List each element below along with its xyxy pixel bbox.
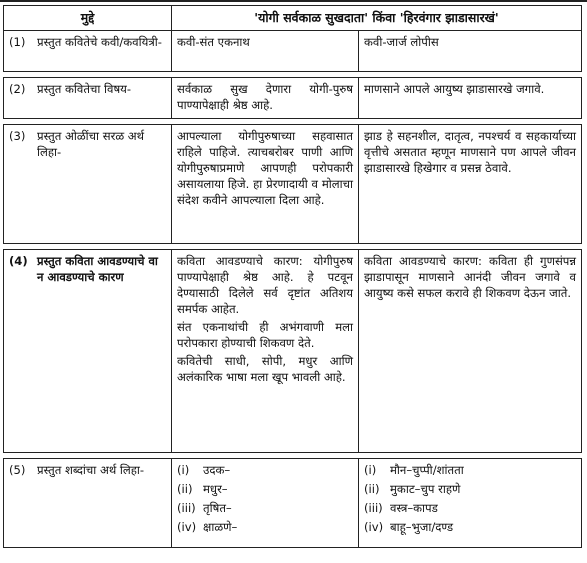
poem2-cell: कवी-जार्ज लोपीस [359, 31, 582, 72]
list-text: मधुर– [203, 482, 228, 496]
table-row [4, 78, 582, 119]
list-item [177, 481, 353, 497]
row-number: (1) [9, 35, 26, 49]
list-number: (iv) [364, 520, 384, 534]
row-number: (2) [9, 82, 26, 96]
row-label-cell [4, 125, 172, 244]
list-number: (i) [177, 463, 190, 477]
list-text: तृषित– [203, 501, 232, 515]
poem1-cell [172, 459, 359, 548]
list-item [177, 462, 353, 478]
list-text: मुकाट–चुप राहणे [390, 482, 461, 496]
list-item [364, 462, 576, 478]
row-label-cell [4, 250, 172, 453]
poem2-cell: माणसाने आपले आयुष्य झाडासारखे जगावे. [359, 78, 582, 119]
row-label: प्रस्तुत शब्दांचा अर्थ लिहा- [37, 463, 145, 477]
poem1-cell: आपल्याला योगीपुरुषाच्या सहवासात राहिले पाहिजे. त्याचबरोबर पाणी आणि योगीपुरुषाप्रमाणे आपणही परोपकारी असायलाया हिजे. हा प्रेरणादायी व मोलाचा संदेश कवीने आपल्याला दिला आहे. [172, 125, 359, 244]
poem1-cell: सर्वकाळ सुख देणारा योगी-पुरुष पाण्यापेक्षाही श्रेष्ठ आहे. [172, 78, 359, 119]
reason-paragraph: कवितेची साधी, सोपी, मधुर आणि अलंकारिक भाषा मला खूप भावली आहे. [177, 354, 353, 384]
row-label: प्रस्तुत कवितेचा विषय- [37, 82, 132, 96]
list-number: (iv) [177, 520, 197, 534]
list-item [364, 500, 576, 516]
list-number: (ii) [364, 482, 380, 496]
list-text: वस्त्र–कापड [390, 501, 438, 515]
row-label-cell [4, 31, 172, 72]
row-label-cell [4, 78, 172, 119]
header-row [4, 6, 582, 31]
poem2-cell: कविता आवडण्याचे कारण: कविता ही गुणसंपन्न झाडापासून माणसाने आनंदी जीवन जगावे व आयुष्य कसे सफल करावे ही शिकवण देऊन जाते. [359, 250, 582, 453]
table-row [4, 459, 582, 548]
list-number: (i) [364, 463, 377, 477]
header-points: मुद्दे [4, 6, 172, 31]
row-label-cell [4, 459, 172, 548]
list-text: क्षाळणे– [203, 520, 238, 534]
poem2-cell: झाड हे सहनशील, दातृत्व, नपश्चर्य व सहकार्याच्या वृत्तीचे असतात म्हणून माणसाने पण आपले जीवन झाडासारखे हिखेगार व प्रसन्न ठेवावे. [359, 125, 582, 244]
reason-paragraph: संत एकनाथांची ही अभंगवाणी मला परोपकारा होण्याची शिकवण देते. [177, 320, 353, 350]
list-item [364, 481, 576, 497]
row-number: (3) [9, 129, 26, 143]
list-text: मौन–चुप्पी/शांतता [390, 463, 464, 477]
row-number: (4) [9, 254, 28, 268]
list-text: उदक– [203, 463, 231, 477]
poem1-cell [172, 250, 359, 453]
top-rule [0, 0, 587, 2]
comparison-table [3, 5, 582, 548]
poem2-cell [359, 459, 582, 548]
table-row [4, 250, 582, 453]
list-number: (ii) [177, 482, 193, 496]
header-poems: 'योगी सर्वकाळ सुखदाता' किंवा 'हिरवंगार झाडासारखं' [172, 6, 582, 31]
poem1-cell: कवी-संत एकनाथ [172, 31, 359, 72]
row-label: प्रस्तुत ओळींचा सरळ अर्थ लिहा- [37, 129, 145, 159]
list-item [177, 500, 353, 516]
row-label: प्रस्तुत कविता आवडण्याचे वा न आवडण्याचे कारण [37, 254, 158, 284]
row-label: प्रस्तुत कवितेचे कवी/कवयित्री- [37, 35, 162, 49]
list-item [364, 519, 576, 535]
list-text: बाहू–भुजा/दण्ड [390, 520, 454, 534]
list-number: (iii) [177, 501, 196, 515]
list-number: (iii) [364, 501, 383, 515]
reason-paragraph: कविता आवडण्याचे कारण: योगीपुरुष पाण्यापेक्षाही श्रेष्ठ आहे. हे पटवून देण्यासाठी दिलेले सर्व दृष्टांत अतिशय समर्पक आहेत. [177, 254, 353, 316]
row-number: (5) [9, 463, 26, 477]
table-row [4, 31, 582, 72]
table-row [4, 125, 582, 244]
list-item [177, 519, 353, 535]
